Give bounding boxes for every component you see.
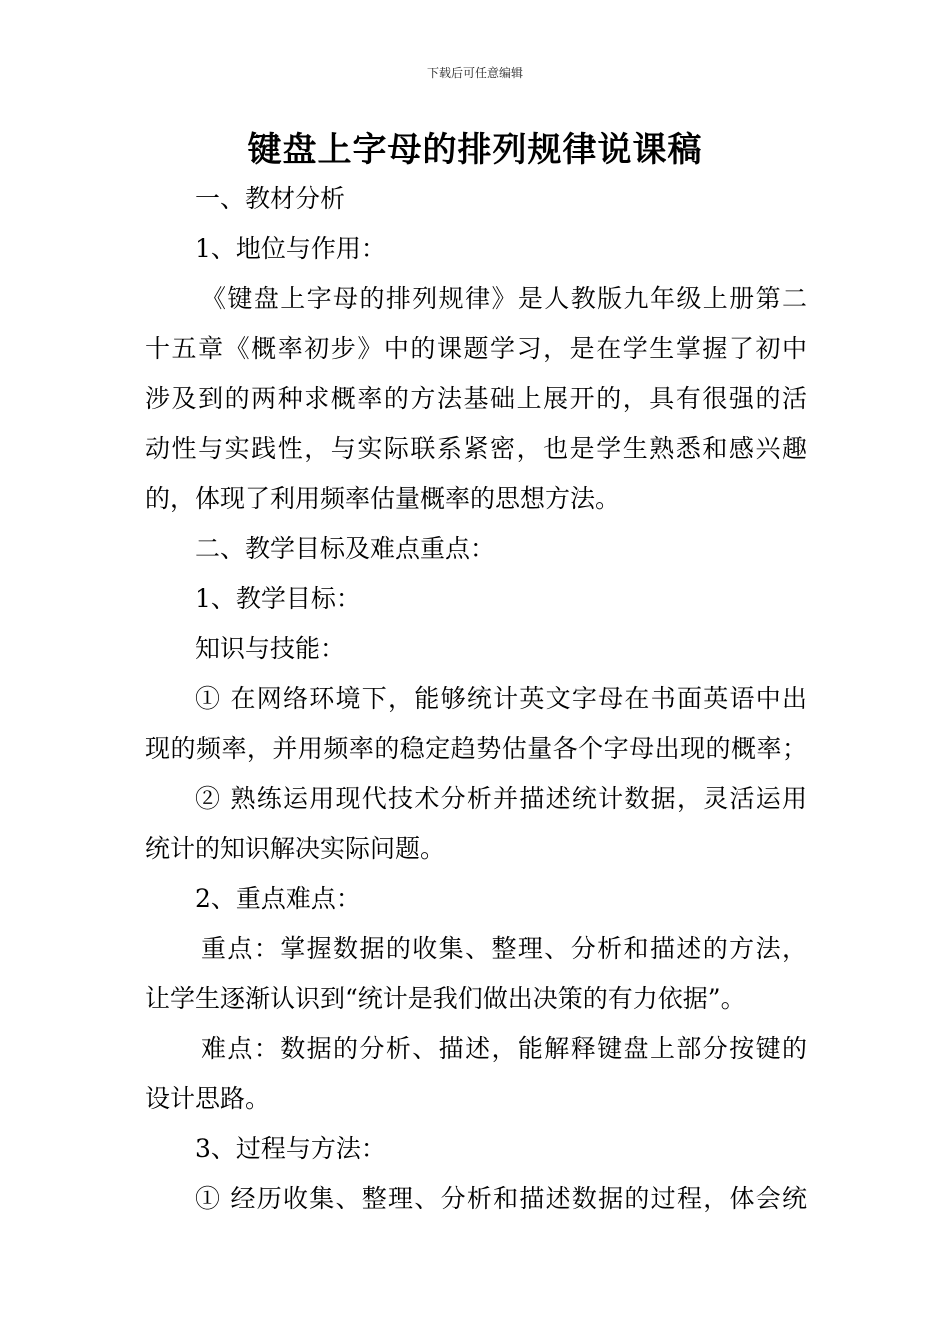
paragraph-line: 重点：掌握数据的收集、整理、分析和描述的方法， bbox=[201, 934, 807, 963]
section-heading-textbook-analysis: 一、教材分析 bbox=[195, 184, 346, 213]
list-item-line: ① 在网络环境下，能够统计英文字母在书面英语中出 bbox=[195, 684, 807, 713]
paragraph-line: 设计思路。 bbox=[145, 1084, 271, 1113]
paragraph-line: 十五章《概率初步》中的课题学习，是在学生掌握了初中 bbox=[145, 334, 807, 363]
paragraph-line: 动性与实践性，与实际联系紧密，也是学生熟悉和感兴趣 bbox=[145, 434, 807, 463]
paragraph-line: 让学生逐渐认识到“统计是我们做出决策的有力依据”。 bbox=[145, 984, 746, 1013]
subheading-knowledge-skills: 知识与技能： bbox=[195, 634, 346, 663]
list-item-line: ② 熟练运用现代技术分析并描述统计数据，灵活运用 bbox=[195, 784, 807, 813]
subheading-position-role: 1、地位与作用： bbox=[195, 234, 386, 263]
section-heading-objectives: 二、教学目标及难点重点： bbox=[195, 534, 496, 563]
paragraph-line: 涉及到的两种求概率的方法基础上展开的，具有很强的活 bbox=[145, 384, 807, 413]
list-item-line: 统计的知识解决实际问题。 bbox=[145, 834, 446, 863]
list-item-line: ① 经历收集、整理、分析和描述数据的过程，体会统 bbox=[195, 1184, 807, 1213]
subheading-teaching-objectives: 1、教学目标： bbox=[195, 584, 361, 613]
document-title: 键盘上字母的排列规律说课稿 bbox=[247, 130, 703, 170]
list-item-line: 现的频率，并用频率的稳定趋势估量各个字母出现的概率； bbox=[145, 734, 807, 763]
subheading-key-difficult-points: 2、重点难点： bbox=[195, 884, 361, 913]
paragraph-line: 《键盘上字母的排列规律》是人教版九年级上册第二 bbox=[201, 284, 807, 313]
paragraph-line: 的，体现了利用频率估量概率的思想方法。 bbox=[145, 484, 621, 513]
paragraph-line: 难点：数据的分析、描述，能解释键盘上部分按键的 bbox=[201, 1034, 807, 1063]
document-body bbox=[145, 174, 807, 1224]
subheading-process-method: 3、过程与方法： bbox=[195, 1134, 386, 1163]
page-header-note: 下载后可任意编辑 bbox=[426, 66, 523, 80]
